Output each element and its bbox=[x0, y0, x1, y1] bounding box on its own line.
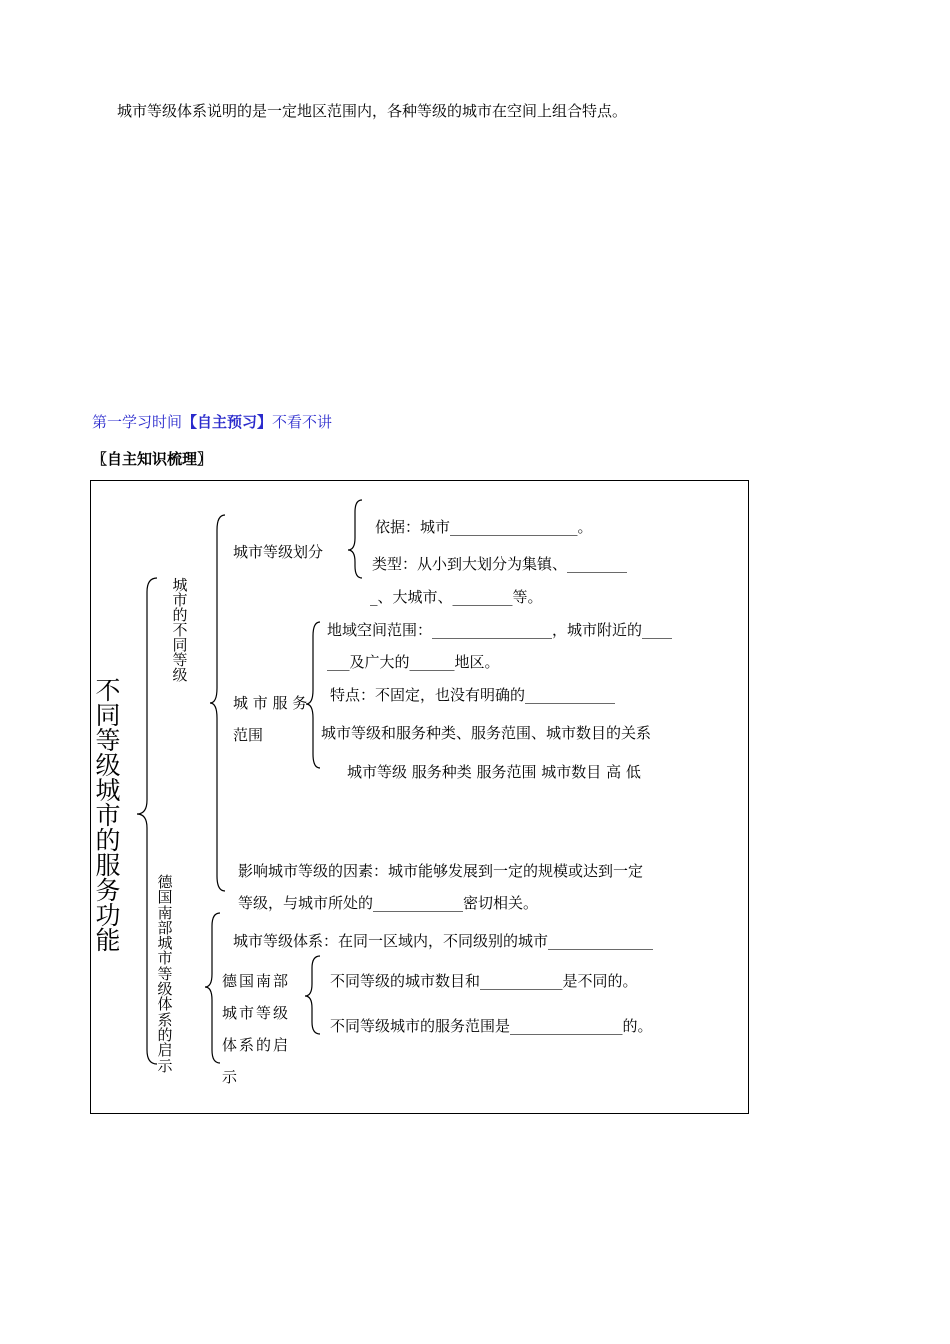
vertical-char: 等 bbox=[157, 964, 173, 983]
system-line: 城市等级体系：在同一区域内，不同级别的城市______________ bbox=[233, 932, 654, 950]
factors-line2: 等级，与城市所处的____________密切相关。 bbox=[238, 894, 539, 912]
enlight-range: 不同等级城市的服务范围是_______________的。 bbox=[330, 1017, 653, 1035]
vertical-char: 市 bbox=[172, 591, 188, 609]
vertical-char: 国 bbox=[157, 888, 173, 907]
vertical-char: 不 bbox=[95, 676, 121, 705]
vertical-char: 城 bbox=[172, 576, 188, 594]
grading-types-line2: _、大城市、________等。 bbox=[370, 588, 543, 606]
vertical-char: 德 bbox=[157, 873, 173, 891]
grading-label: 城市等级划分 bbox=[233, 543, 324, 561]
vertical-char: 部 bbox=[157, 918, 173, 937]
vertical-char: 的 bbox=[172, 606, 188, 624]
intro-paragraph: 城市等级体系说明的是一定地区范围内，各种等级的城市在空间上组合特点。 bbox=[117, 102, 628, 120]
vertical-char: 的 bbox=[157, 1025, 173, 1044]
grading-basis: 依据：城市_________________。 bbox=[375, 518, 593, 536]
vertical-char: 启 bbox=[157, 1041, 173, 1060]
vertical-char: 务 bbox=[95, 876, 121, 905]
branch1-label bbox=[170, 578, 190, 683]
vertical-char: 不 bbox=[172, 621, 188, 639]
enlight-count: 不同等级的城市数目和___________是不同的。 bbox=[330, 972, 638, 990]
sub-heading: 〖自主知识梳理〗 bbox=[92, 450, 213, 468]
vertical-char: 市 bbox=[95, 801, 121, 830]
vertical-char: 城 bbox=[95, 776, 121, 805]
vertical-char: 同 bbox=[172, 636, 188, 654]
vertical-char: 的 bbox=[95, 826, 121, 855]
enlight-label-1: 德国南部 bbox=[222, 972, 291, 990]
enlight-label-4: 示 bbox=[222, 1068, 238, 1086]
vertical-char: 服 bbox=[95, 851, 121, 880]
service-scope-line1: 地域空间范围：________________，城市附近的____ bbox=[327, 621, 673, 639]
factors-line1: 影响城市等级的因素：城市能够发展到一定的规模或达到一定 bbox=[238, 862, 644, 880]
service-feature: 特点：不固定，也没有明确的____________ bbox=[330, 686, 616, 704]
service-label-line2: 范围 bbox=[233, 726, 264, 744]
vertical-char: 级 bbox=[157, 980, 173, 999]
service-relation-terms: 城市等级 服务种类 服务范围 城市数目 高 低 bbox=[347, 763, 641, 781]
vertical-char: 功 bbox=[95, 901, 121, 930]
vertical-char: 系 bbox=[157, 1010, 173, 1029]
vertical-char: 市 bbox=[157, 949, 173, 968]
service-relation: 城市等级和服务种类、服务范围、城市数目的关系 bbox=[321, 724, 652, 742]
enlight-label-3: 体系的启 bbox=[222, 1036, 291, 1054]
grading-types-line1: 类型：从小到大划分为集镇、________ bbox=[372, 555, 628, 573]
root-label bbox=[92, 678, 124, 953]
vertical-char: 体 bbox=[157, 995, 173, 1014]
section-heading-prefix: 第一学习时间 bbox=[92, 413, 183, 431]
section-heading bbox=[92, 413, 332, 431]
branch2-label bbox=[155, 875, 175, 1074]
service-label-line1: 城 市 服 务 bbox=[233, 694, 308, 712]
vertical-char: 同 bbox=[95, 701, 121, 730]
enlight-label-2: 城市等级 bbox=[222, 1004, 291, 1022]
vertical-char: 城 bbox=[157, 934, 173, 953]
vertical-char: 等 bbox=[95, 726, 121, 755]
vertical-char: 级 bbox=[95, 751, 121, 780]
vertical-char: 示 bbox=[157, 1056, 173, 1075]
vertical-char: 南 bbox=[157, 903, 173, 922]
section-heading-bold: 【自主预习】 bbox=[182, 413, 273, 431]
service-scope-line2: ___及广大的______地区。 bbox=[327, 653, 500, 671]
vertical-char: 级 bbox=[172, 666, 188, 684]
vertical-char: 等 bbox=[172, 651, 188, 669]
vertical-char: 能 bbox=[95, 926, 121, 955]
section-heading-suffix: 不看不讲 bbox=[272, 413, 333, 431]
